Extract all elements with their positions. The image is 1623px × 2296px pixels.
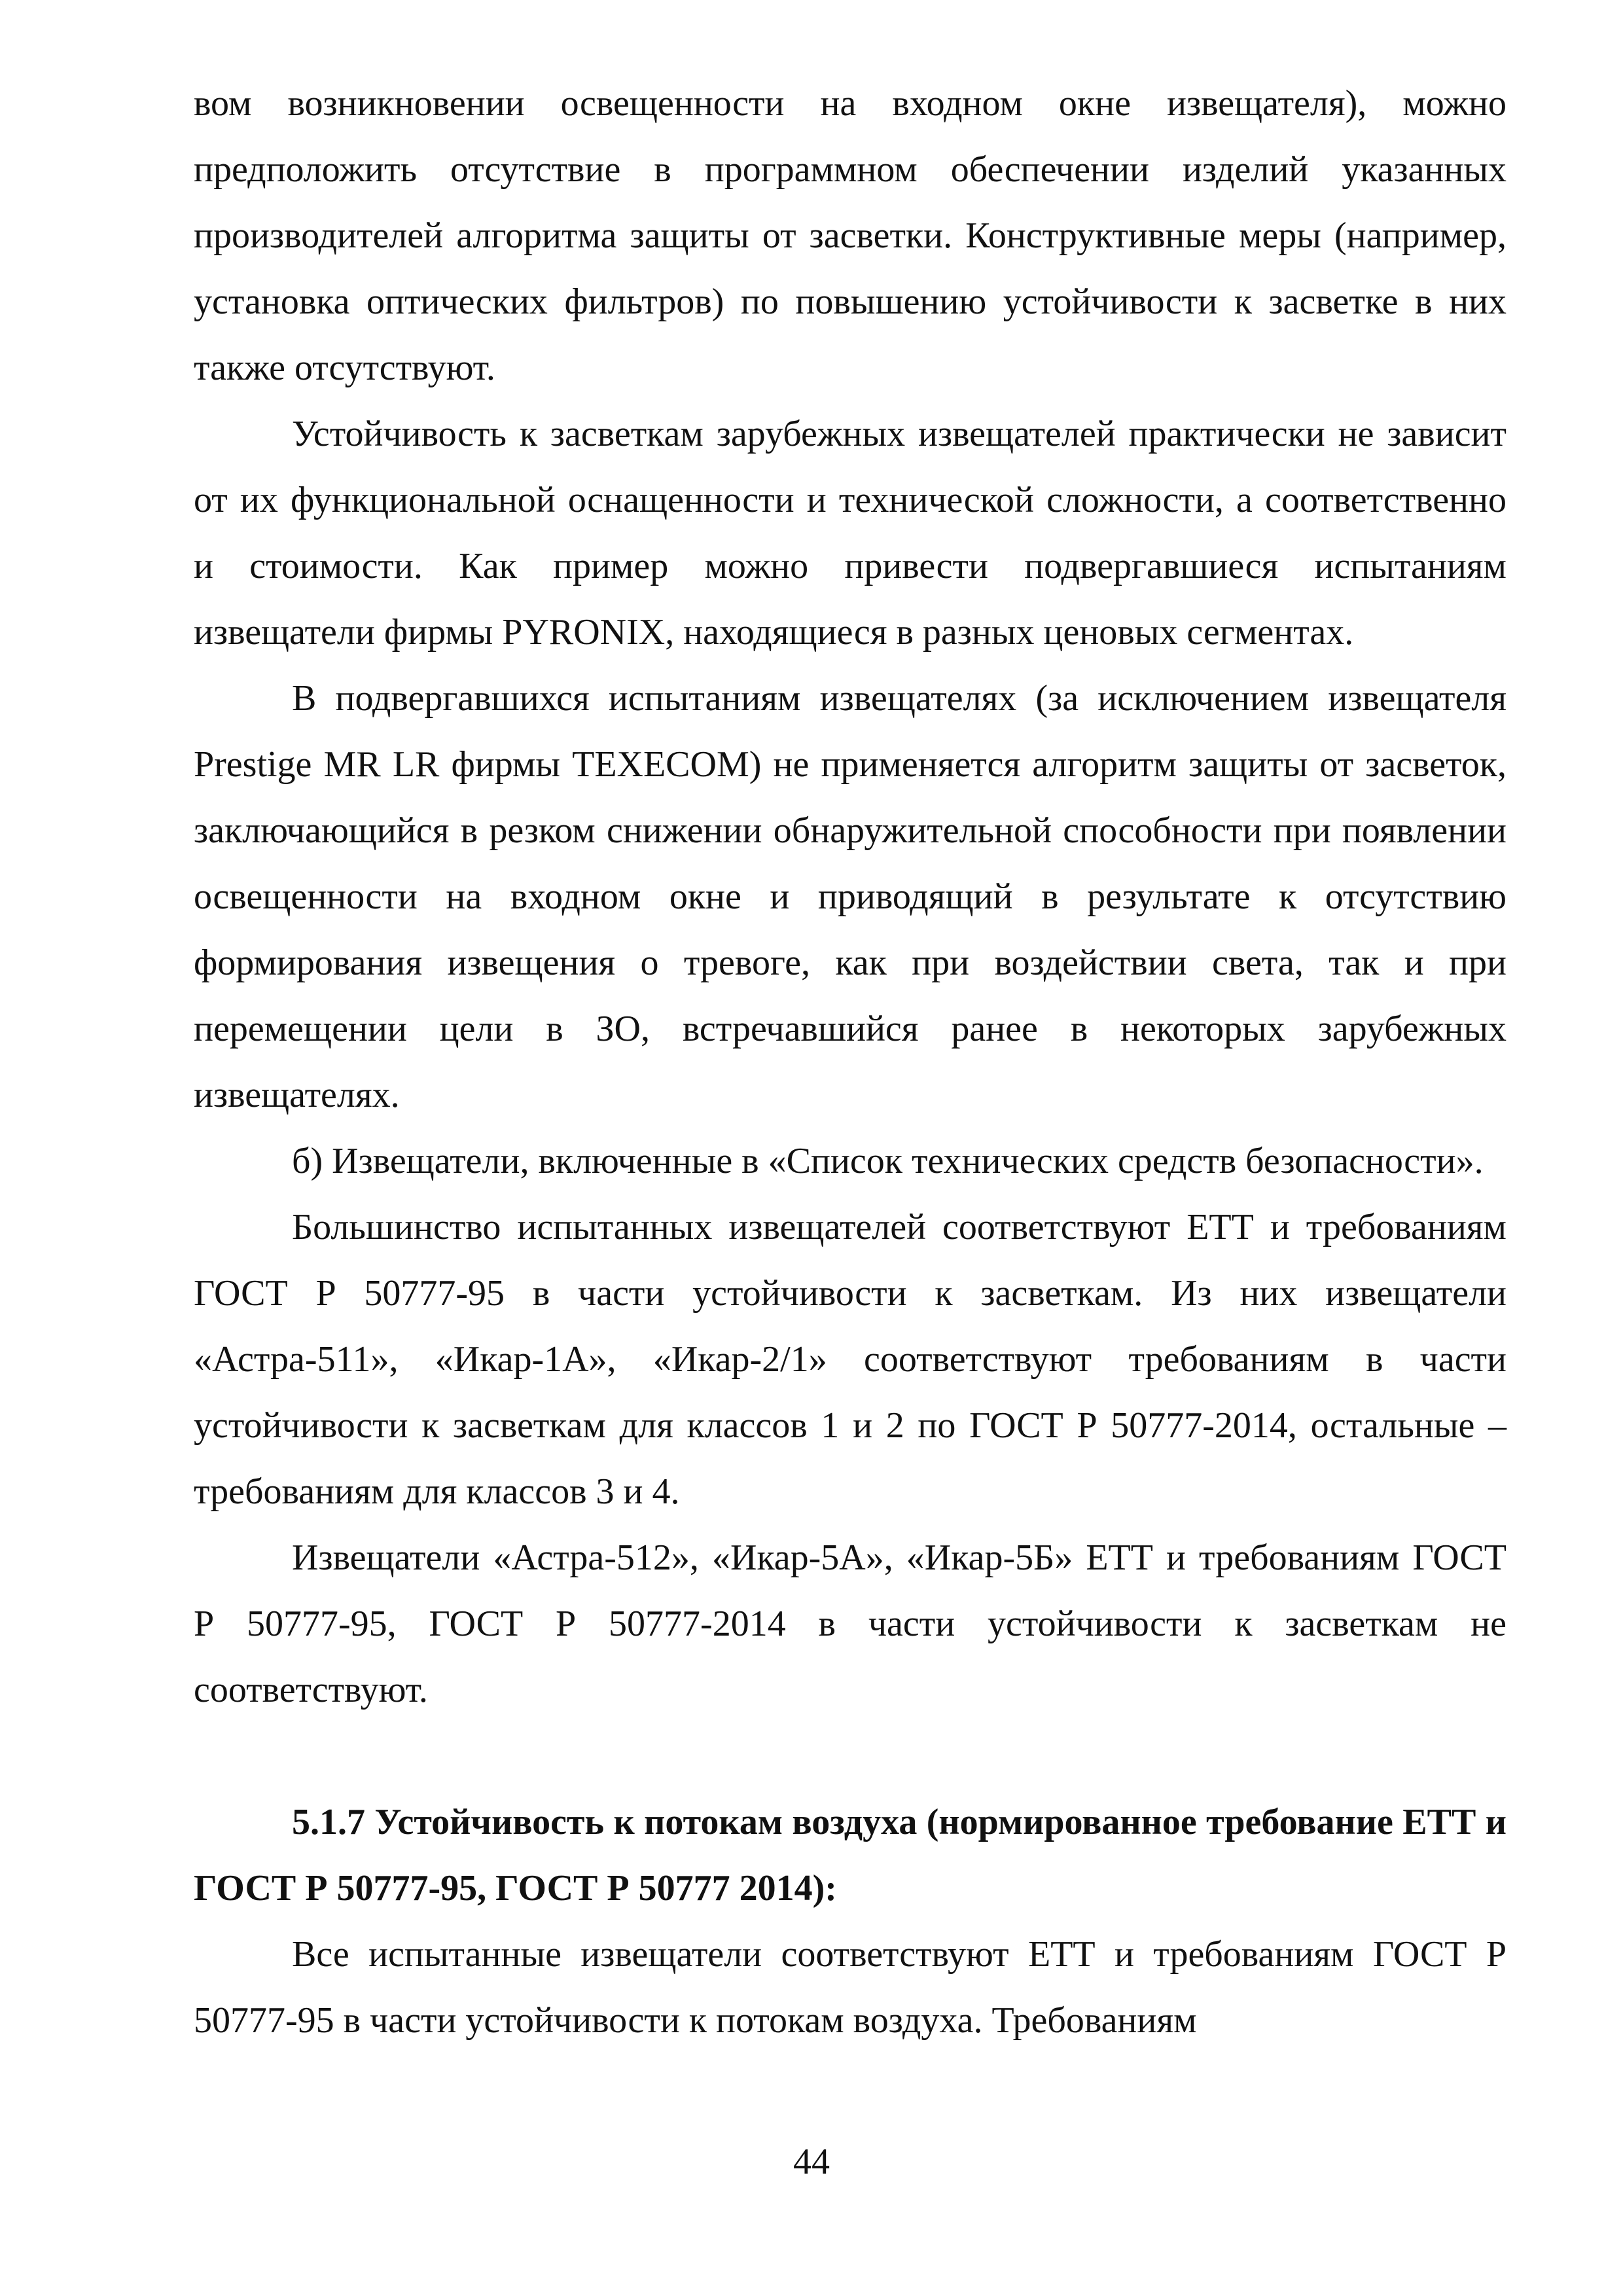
paragraph-foreign-detectors: Устойчивость к засветкам зарубежных извещателей практически не зависит от их функциональной оснащенности и технической сложности, а соответственно и стоимости. Как пример можно привести подвергавшиеся испытаниям извещатели фирмы PYRONIX, находящиеся в разных ценовых сегментах. — [194, 414, 1507, 653]
section-spacer — [194, 1723, 1507, 1789]
paragraph-airflow-resistance: Все испытанные извещатели соответствуют ЕТТ и требованиям ГОСТ Р 50777-95 в части устойчивости к потокам воздуха. Требованиям — [194, 1934, 1507, 2041]
page-content — [194, 71, 1507, 2054]
paragraph-compliance-majority: Большинство испытанных извещателей соответствуют ЕТТ и требованиям ГОСТ Р 50777-95 в части устойчивости к засветкам. Из них извещатели «Астра-511», «Икар-1А», «Икар-2/1» соответствуют требованиям в части устойчивости к засветкам для классов 1 и 2 по ГОСТ Р 50777-2014, остальные – требованиям для классов 3 и 4. — [194, 1207, 1507, 1512]
paragraph-list-item-b: б) Извещатели, включенные в «Список технических средств безопасности». — [292, 1141, 1484, 1181]
paragraph-noncompliant-detectors: Извещатели «Астра-512», «Икар-5А», «Икар-5Б» ЕТТ и требованиям ГОСТ Р 50777-95, ГОСТ Р 50777-2014 в части устойчивости к засветкам не соответствуют. — [194, 1537, 1507, 1710]
paragraph-protection-algorithm: В подвергавшихся испытаниям извещателях (за исключением извещателя Prestige MR LR фирмы TEXECOM) не применяется алгоритм защиты от засветок, заключающийся в резком снижении обнаружительной способности при появлении освещенности на входном окне и приводящий в результате к отсутствию формирования извещения о тревоге, как при воздействии света, так и при перемещении цели в ЗО, встречавшийся ранее в некоторых зарубежных извещателях. — [194, 678, 1507, 1115]
paragraph-continuation: вом возникновении освещенности на входном окне извещателя), можно предположить отсутствие в программном обеспечении изделий указанных производителей алгоритма защиты от засветки. Конструктивные меры (например, установка оптических фильтров) по повышению устойчивости к засветке в них также отсутствуют. — [194, 83, 1507, 388]
section-heading: 5.1.7 Устойчивость к потокам воздуха (нормированное требование ЕТТ и ГОСТ Р 50777-95, ГОСТ Р 50777 2014): — [194, 1802, 1507, 1909]
page-number: 44 — [793, 2142, 830, 2182]
